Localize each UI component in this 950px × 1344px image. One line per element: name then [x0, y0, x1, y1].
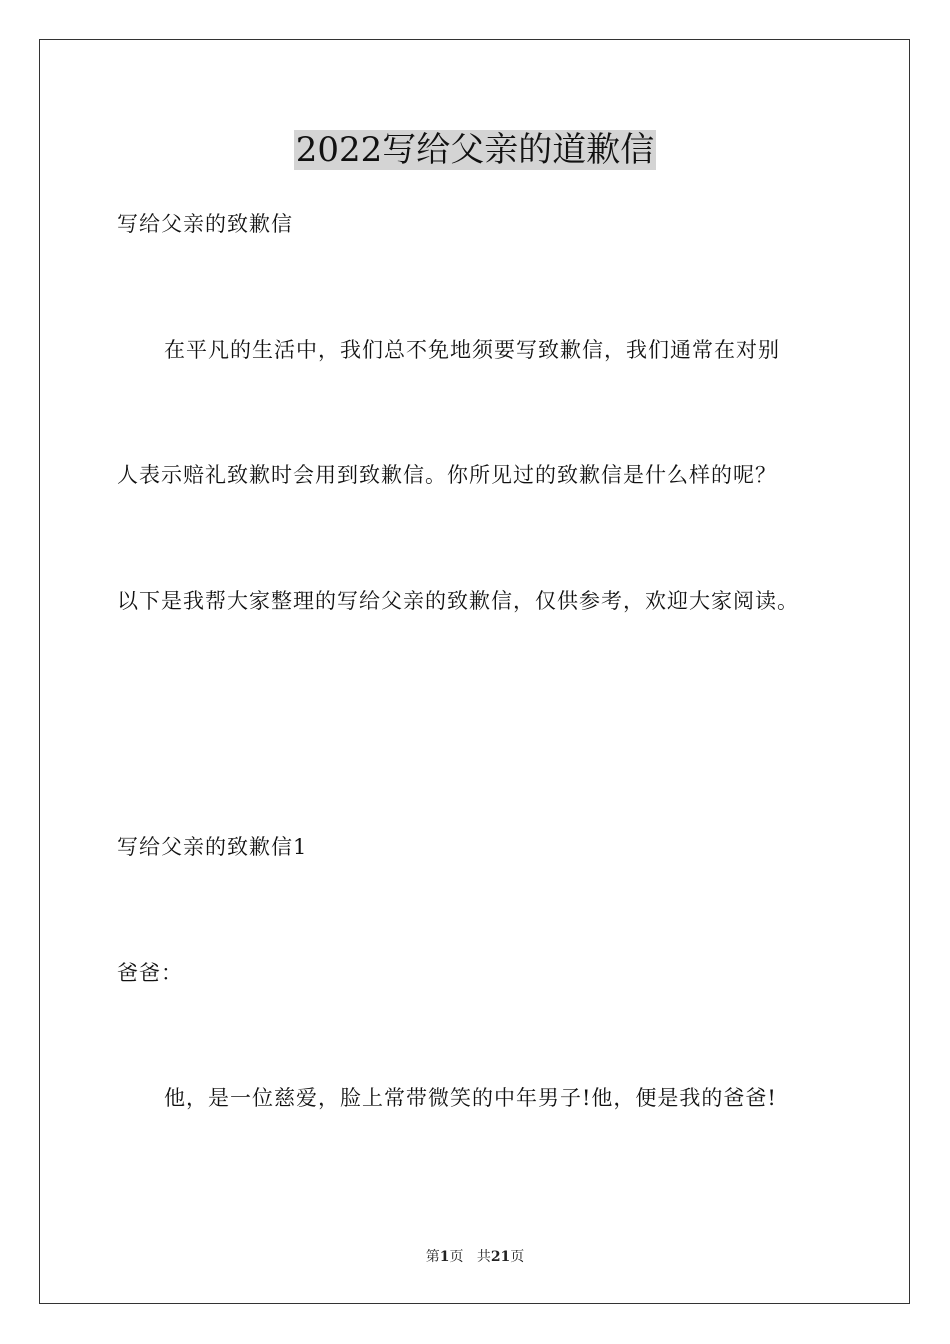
section-heading: 写给父亲的致歉信1 — [117, 835, 308, 859]
paragraph-line: 在平凡的生活中，我们总不免地须要写致歉信，我们通常在对别 — [164, 338, 780, 362]
footer-page-suffix: 页 — [449, 1249, 464, 1265]
paragraph-line: 他，是一位慈爱，脸上常带微笑的中年男子!他，便是我的爸爸! — [164, 1086, 777, 1110]
subtitle-line: 写给父亲的致歉信 — [117, 212, 293, 236]
paragraph-line: 以下是我帮大家整理的写给父亲的致歉信，仅供参考，欢迎大家阅读。 — [117, 589, 799, 613]
salutation-line: 爸爸： — [117, 961, 183, 985]
document-title — [0, 128, 950, 172]
page-footer — [0, 1248, 950, 1266]
footer-total-suffix: 页 — [510, 1249, 525, 1265]
paragraph-line: 人表示赔礼致歉时会用到致歉信。你所见过的致歉信是什么样的呢？ — [117, 463, 777, 487]
footer-page-number: 1 — [439, 1249, 450, 1265]
document-title-text: 2022写给父亲的道歉信 — [295, 130, 655, 170]
footer-total-prefix: 共 — [476, 1249, 491, 1265]
footer-total-pages: 21 — [490, 1249, 511, 1265]
footer-page-prefix: 第 — [425, 1249, 440, 1265]
